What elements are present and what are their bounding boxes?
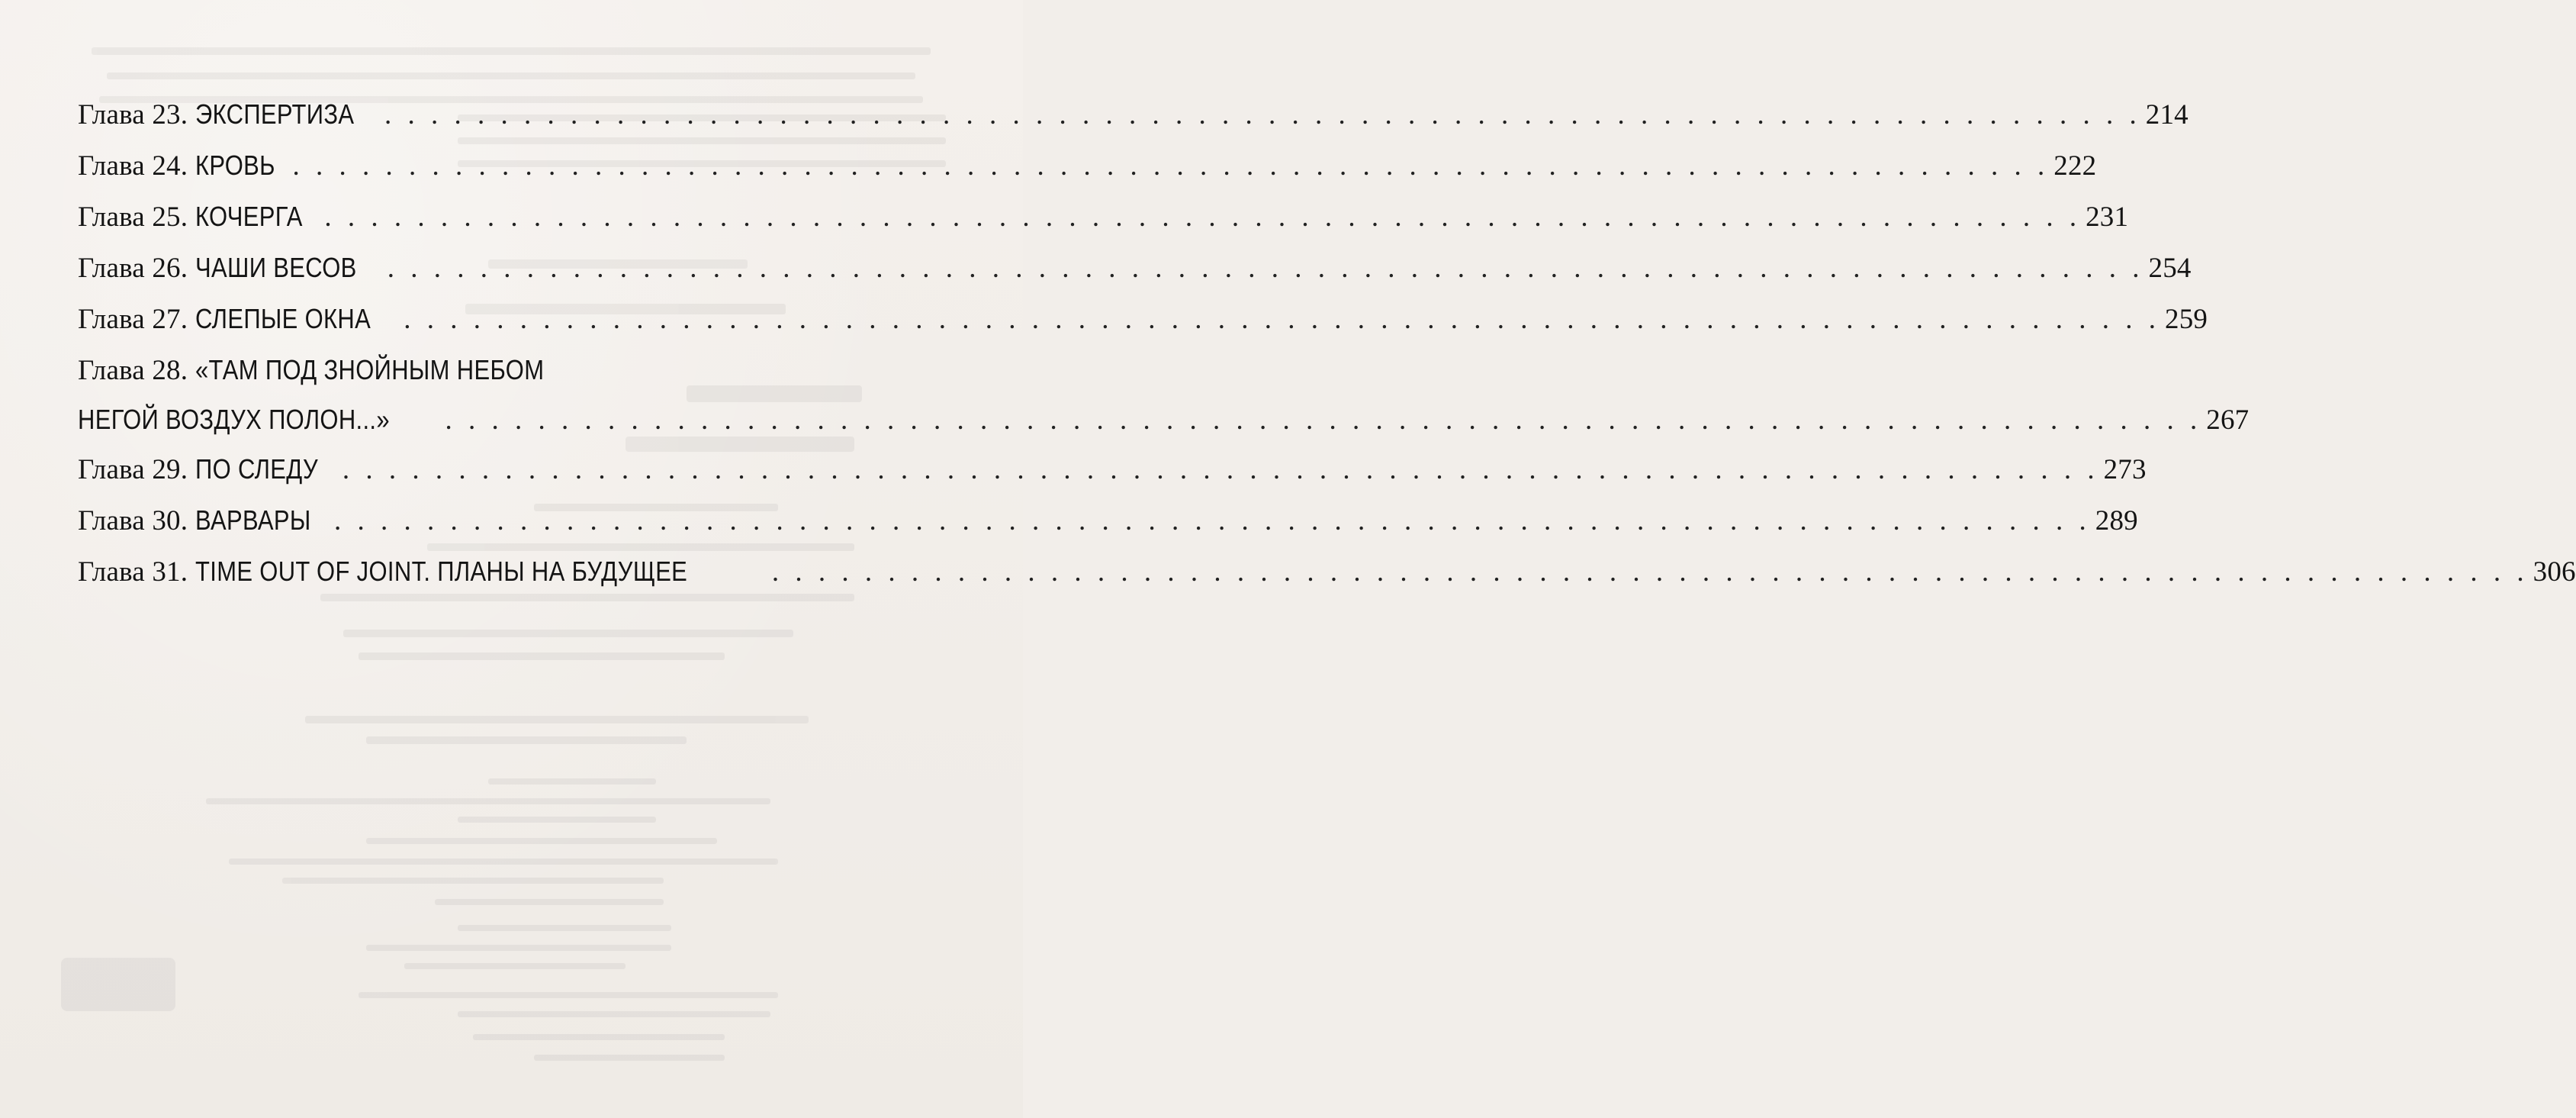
page-number: 306 bbox=[2533, 556, 2576, 588]
toc-entry-chapter-29[interactable] bbox=[78, 453, 2147, 487]
table-of-contents bbox=[78, 98, 2576, 589]
chapter-title: ЭКСПЕРТИЗА bbox=[195, 98, 355, 130]
chapter-label: Глава 25. bbox=[78, 201, 188, 233]
dot-leader: . . . . . . . . . . . . . . . . . . . . . . . . . . . . . . . . . . . . . . . . . . . . . . . . . . . . . . . . . . . . . . . . . . . . . . . . . . . . bbox=[445, 404, 2202, 436]
toc-entry-chapter-24[interactable] bbox=[78, 149, 2097, 183]
dot-leader: . . . . . . . . . . . . . . . . . . . . . . . . . . . . . . . . . . . . . . . . . . . . . . . . . . . . . . . . . . . . . . . . . . . . . . . . . . . . bbox=[342, 454, 2099, 485]
toc-entry-chapter-27[interactable] bbox=[78, 302, 2208, 337]
chapter-label: Глава 30. bbox=[78, 505, 188, 536]
toc-entry-chapter-26[interactable] bbox=[78, 251, 2192, 285]
toc-entry-chapter-31[interactable] bbox=[78, 555, 2576, 589]
chapter-label: Глава 26. bbox=[78, 253, 188, 284]
dot-leader: . . . . . . . . . . . . . . . . . . . . . . . . . . . . . . . . . . . . . . . . . . . . . . . . . . . . . . . . . . . . . . . . . . . . . . . . . . . . bbox=[404, 304, 2160, 335]
chapter-label: Глава 29. bbox=[78, 454, 188, 485]
chapter-label: Глава 27. bbox=[78, 304, 188, 335]
chapter-label: Глава 31. bbox=[78, 556, 188, 588]
page-number: 273 bbox=[2103, 454, 2147, 485]
toc-entry-chapter-25[interactable] bbox=[78, 200, 2129, 234]
dot-leader: . . . . . . . . . . . . . . . . . . . . . . . . . . . . . . . . . . . . . . . . . . . . . . . . . . . . . . . . . . . . . . . . . . . . . . . . . . . . bbox=[387, 253, 2144, 284]
toc-entry-chapter-30[interactable] bbox=[78, 504, 2138, 538]
toc-entry-chapter-28[interactable] bbox=[78, 353, 2250, 437]
chapter-title: ЧАШИ ВЕСОВ bbox=[195, 252, 357, 283]
chapter-title-line-1: «ТАМ ПОД ЗНОЙНЫМ НЕБОМ bbox=[195, 354, 545, 385]
chapter-title-line-2: НЕГОЙ ВОЗДУХ ПОЛОН...» bbox=[78, 404, 390, 435]
dot-leader: . . . . . . . . . . . . . . . . . . . . . . . . . . . . . . . . . . . . . . . . . . . . . . . . . . . . . . . . . . . . . . . . . . . . . . . . . . . . bbox=[771, 556, 2529, 588]
chapter-title: ПО СЛЕДУ bbox=[195, 453, 318, 485]
dot-leader: . . . . . . . . . . . . . . . . . . . . . . . . . . . . . . . . . . . . . . . . . . . . . . . . . . . . . . . . . . . . . . . . . . . . . . . . . . . . bbox=[334, 505, 2091, 536]
chapter-label: Глава 24. bbox=[78, 150, 188, 182]
dot-leader: . . . . . . . . . . . . . . . . . . . . . . . . . . . . . . . . . . . . . . . . . . . . . . . . . . . . . . . . . . . . . . . . . . . . . . . . . . . . bbox=[384, 99, 2141, 130]
dot-leader: . . . . . . . . . . . . . . . . . . . . . . . . . . . . . . . . . . . . . . . . . . . . . . . . . . . . . . . . . . . . . . . . . . . . . . . . . . . . bbox=[324, 201, 2082, 233]
chapter-title: СЛЕПЫЕ ОКНА bbox=[195, 303, 371, 334]
chapter-title: КОЧЕРГА bbox=[195, 201, 303, 232]
page-number: 267 bbox=[2206, 404, 2250, 436]
page-number: 222 bbox=[2053, 150, 2097, 182]
page-number: 254 bbox=[2148, 253, 2192, 284]
page-number: 231 bbox=[2086, 201, 2129, 233]
chapter-label: Глава 23. bbox=[78, 99, 188, 130]
chapter-label: Глава 28. bbox=[78, 355, 188, 386]
chapter-title: ВАРВАРЫ bbox=[195, 504, 311, 536]
page-number: 259 bbox=[2165, 304, 2208, 335]
page-number: 214 bbox=[2145, 99, 2188, 130]
page-number: 289 bbox=[2095, 505, 2138, 536]
toc-entry-chapter-23[interactable] bbox=[78, 98, 2188, 132]
chapter-title: TIME OUT OF JOINT. ПЛАНЫ НА БУДУЩЕЕ bbox=[195, 556, 687, 587]
chapter-title: КРОВЬ bbox=[195, 150, 275, 181]
dot-leader: . . . . . . . . . . . . . . . . . . . . . . . . . . . . . . . . . . . . . . . . . . . . . . . . . . . . . . . . . . . . . . . . . . . . . . . . . . . . bbox=[292, 150, 2050, 182]
